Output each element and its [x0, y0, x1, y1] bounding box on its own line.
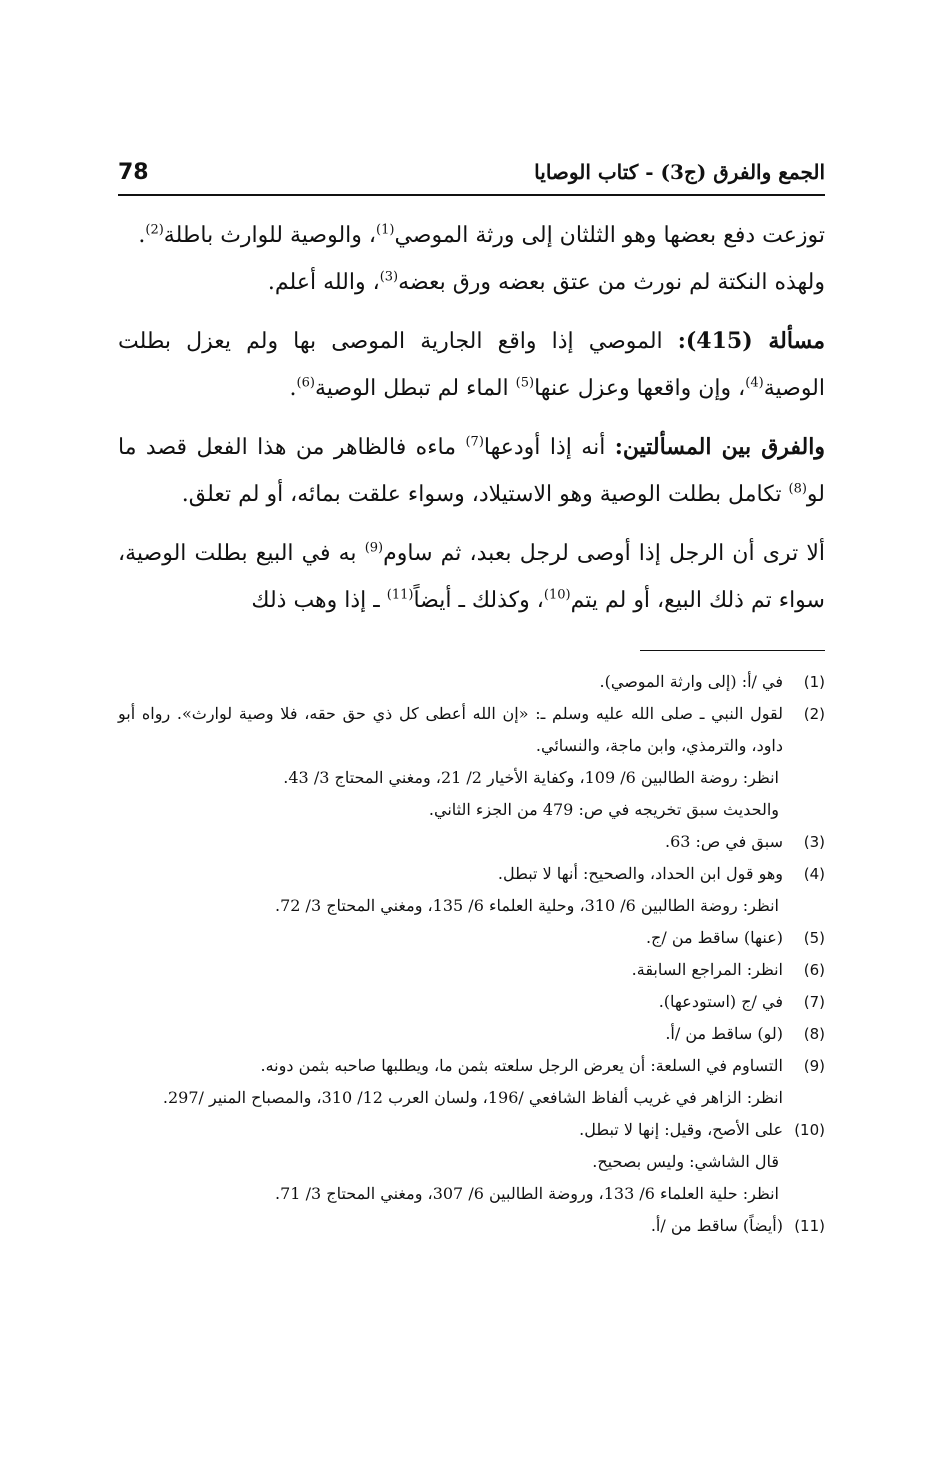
text-run: ماءه فالظاهر من هذا الفعل قصد ما لو	[118, 435, 825, 507]
footnote-ref-8[interactable]: (8)	[788, 481, 807, 497]
paragraph-2	[118, 318, 825, 412]
text-run: ، وكذلك ـ أيضاً	[413, 588, 544, 613]
footnote-text: انظر: حلية العلماء 6/ 133، وروضة الطالبين 6/ 307، ومغني المحتاج 3/ 71.	[275, 1184, 779, 1203]
footnote-text: انظر: روضة الطالبين 6/ 109، وكفاية الأخيار 2/ 21، ومغني المحتاج 3/ 43.	[283, 768, 779, 787]
footnote-1	[118, 666, 825, 698]
footnote-ref-5[interactable]: (5)	[515, 375, 535, 391]
footnote-text: قال الشاشي: وليس بصحيح.	[592, 1152, 779, 1171]
footnote-2	[118, 698, 825, 826]
text-run: ، وإن واقعها وعزل عنها	[534, 376, 746, 401]
footnote-text: سبق في ص: 63.	[664, 832, 783, 851]
text-run: الموصي إذا واقع الجارية الموصى بها ولم يعزل بطلت الوصية	[118, 329, 825, 401]
footnote-text: في /أ: (إلى وارثة الموصي).	[599, 672, 783, 691]
footnote-number: (1)	[803, 673, 825, 691]
footnote-text: (أيضاً) ساقط من /أ.	[650, 1216, 783, 1235]
text-run: ـ إذا وهب ذلك	[251, 588, 387, 613]
footnote-text: على الأصح، وقيل: إنها لا تبطل.	[579, 1120, 783, 1139]
footnote-number: (9)	[803, 1057, 825, 1075]
footnote-5	[118, 922, 825, 954]
footnote-ref-11[interactable]: (11)	[386, 587, 414, 603]
footnote-ref-9[interactable]: (9)	[364, 540, 384, 556]
footnote-text: انظر: الزاهر في غريب ألفاظ الشافعي /196، ولسان العرب 12/ 310، والمصباح المنير /297.	[162, 1088, 783, 1107]
text-run: ، والوصية للوارث باطلة	[163, 223, 377, 248]
footnote-separator	[640, 650, 825, 651]
footnote-8	[118, 1018, 825, 1050]
footnote-text: التساوم في السلعة: أن يعرض الرجل سلعته بثمن ما، ويطلبها صاحبه بثمن دونه.	[260, 1056, 783, 1075]
footnote-text: (عنها) ساقط من /ج.	[645, 928, 783, 947]
page-number: 78	[118, 160, 149, 185]
footnote-text: لقول النبي ـ صلى الله عليه وسلم ـ: «إن الله أعطى كل ذي حق حقه، فلا وصية لوارث». رواه أبو داود، والترمذي، وابن ماجة، والنسائي.	[118, 704, 783, 755]
footnote-number: (11)	[794, 1217, 825, 1235]
footnote-9	[118, 1050, 825, 1114]
footnote-4	[118, 858, 825, 922]
footnote-3	[118, 826, 825, 858]
running-title: الجمع والفرق (ج3) - كتاب الوصايا	[534, 160, 825, 184]
text-run: .	[289, 376, 297, 401]
footnote-11	[118, 1210, 825, 1242]
footnote-text: وهو قول ابن الحداد، والصحيح: أنها لا تبطل.	[497, 864, 783, 883]
footnote-ref-4[interactable]: (4)	[745, 375, 764, 391]
footnote-10	[118, 1114, 825, 1210]
paragraph-1	[118, 212, 825, 306]
text-run: .	[138, 223, 146, 248]
text-run: ولهذه النكتة لم نورث من عتق بعضه ورق بعضه	[398, 270, 825, 295]
paragraph-4	[118, 530, 825, 624]
footnote-text: والحديث سبق تخريجه في ص: 479 من الجزء الثاني.	[428, 800, 779, 819]
text-run: ألا ترى أن الرجل إذا أوصى لرجل بعبد، ثم ساوم	[383, 541, 825, 566]
footnote-ref-10[interactable]: (10)	[543, 587, 571, 603]
footnote-number: (4)	[803, 865, 825, 883]
footnote-number: (6)	[803, 961, 825, 979]
footnote-7	[118, 986, 825, 1018]
footnote-ref-7[interactable]: (7)	[465, 434, 484, 450]
footnote-number: (8)	[803, 1025, 825, 1043]
text-run: أنه إذا أودعها	[483, 435, 615, 460]
text-run: تكامل بطلت الوصية وهو الاستيلاد، وسواء علقت بمائه، أو لم تعلق.	[181, 482, 789, 507]
footnote-number: (7)	[803, 993, 825, 1011]
page-header	[118, 160, 825, 196]
text-run: توزعت دفع بعضها وهو الثلثان إلى ورثة الموصي	[394, 223, 825, 248]
footnote-text: انظر: روضة الطالبين 6/ 310، وحلية العلماء 6/ 135، ومغني المحتاج 3/ 72.	[275, 896, 779, 915]
footnote-number: (2)	[803, 705, 825, 723]
footnote-ref-6[interactable]: (6)	[296, 375, 315, 391]
difference-heading: والفرق بين المسألتين:	[614, 434, 825, 460]
footnote-number: (10)	[794, 1121, 825, 1139]
footnote-text: في /ج (استودعها).	[658, 992, 783, 1011]
paragraph-3	[118, 424, 825, 518]
text-run: ، والله أعلم.	[267, 270, 380, 295]
footnote-ref-1[interactable]: (1)	[376, 222, 395, 238]
footnote-text: (لو) ساقط من /أ.	[665, 1024, 783, 1043]
footnote-6	[118, 954, 825, 986]
footnotes	[118, 666, 825, 1242]
footnote-ref-3[interactable]: (3)	[379, 269, 399, 285]
footnote-number: (3)	[803, 833, 825, 851]
issue-heading: مسألة (415):	[677, 328, 825, 354]
text-run: الماء لم تبطل الوصية	[314, 376, 516, 401]
footnote-text: انظر: المراجع السابقة.	[631, 960, 783, 979]
main-text	[118, 212, 825, 624]
text-run: به في البيع بطلت الوصية، سواء تم ذلك البيع، أو لم يتم	[118, 541, 825, 613]
footnote-number: (5)	[803, 929, 825, 947]
footnote-ref-2[interactable]: (2)	[145, 222, 164, 238]
